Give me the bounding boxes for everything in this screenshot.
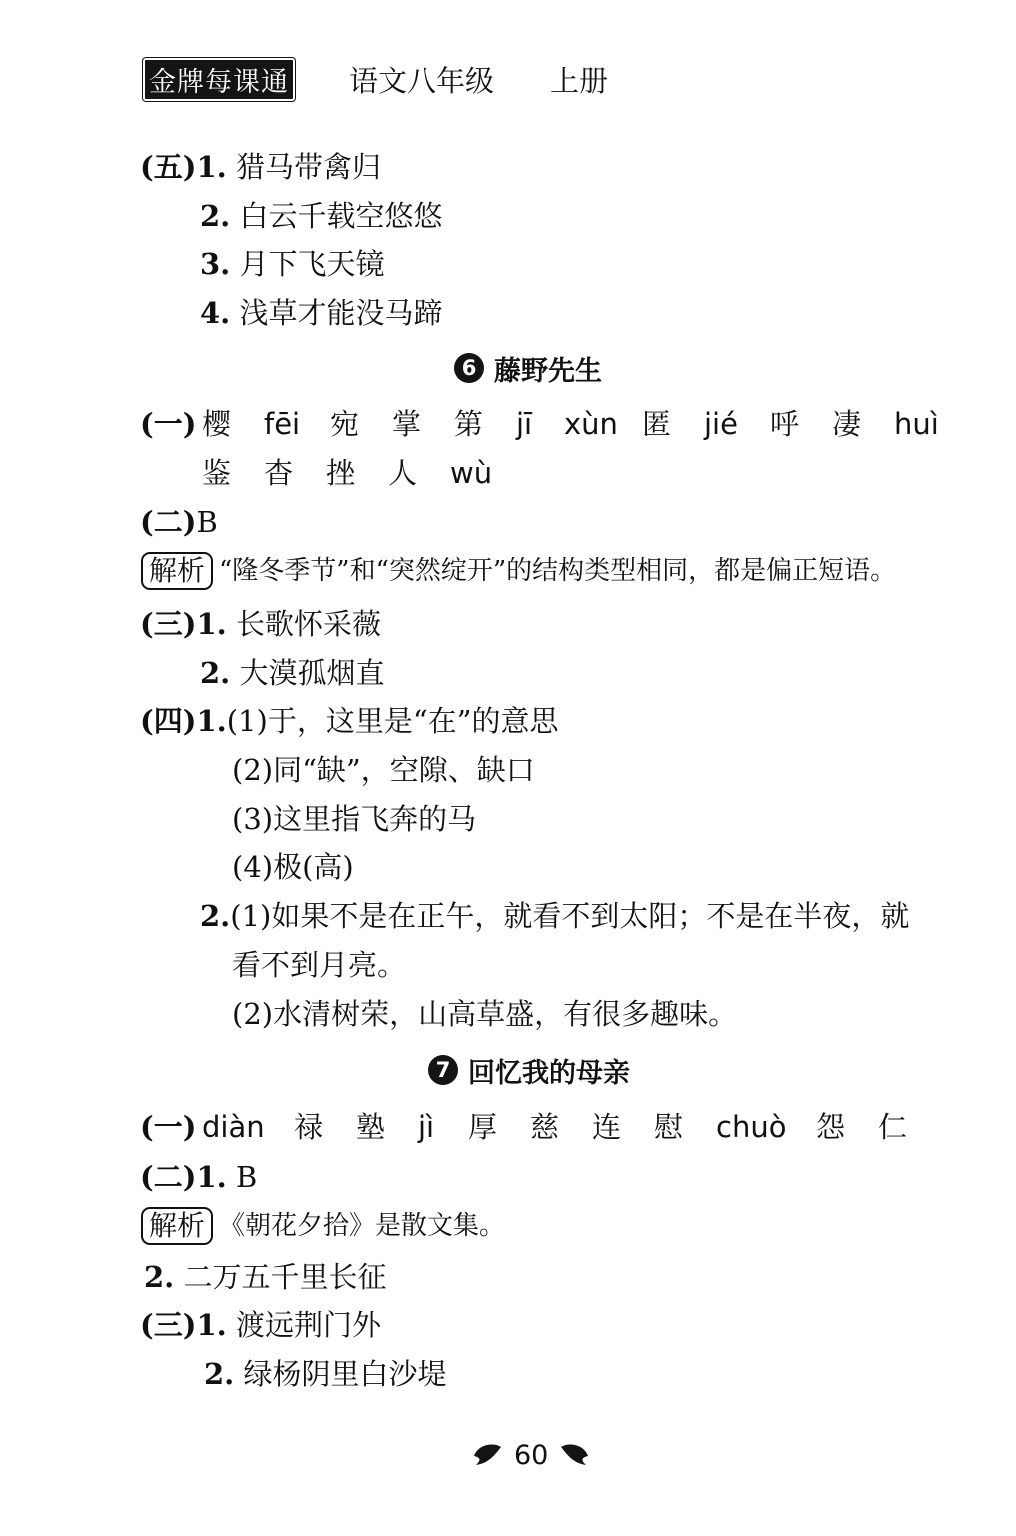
- leaf-ornament-icon: [470, 1441, 504, 1471]
- lesson-number-badge: 6: [454, 353, 484, 383]
- item-number: 1.: [196, 150, 227, 184]
- page-header: [143, 58, 608, 100]
- answer-line: [200, 244, 385, 284]
- section-label: (五): [140, 150, 197, 184]
- token: 禄: [294, 1110, 324, 1144]
- page-number: 60: [514, 1440, 549, 1471]
- pinyin-token: jī: [516, 407, 533, 441]
- answer-text: (1)如果不是在正午，就看不到太阳；不是在半夜，就: [230, 899, 910, 933]
- answer-text: (3)这里指飞奔的马: [232, 802, 477, 836]
- answer-text: 白云千载空悠悠: [239, 199, 443, 233]
- pinyin-token: jì: [418, 1110, 435, 1144]
- token: 人: [388, 456, 418, 490]
- pinyin-token: jié: [704, 407, 738, 441]
- token: 呼: [770, 407, 800, 441]
- answer-line: [144, 1257, 387, 1297]
- section-label: (一): [140, 407, 197, 441]
- answer-text: 浅草才能没马蹄: [239, 296, 443, 330]
- item-number: 4.: [200, 296, 231, 330]
- pinyin-token: diàn: [202, 1110, 265, 1144]
- token: 鉴: [202, 456, 232, 490]
- lesson-title-text: 藤野先生: [494, 355, 602, 387]
- pinyin-token: huì: [894, 407, 939, 441]
- token: 第: [454, 407, 484, 441]
- answer-line: [140, 701, 558, 741]
- item-number: 2.: [200, 899, 231, 933]
- answer-line: [232, 945, 406, 985]
- item-number: 1.: [196, 704, 227, 738]
- token: 匿: [642, 407, 672, 441]
- answer-line: [140, 404, 944, 444]
- token: 连: [592, 1110, 622, 1144]
- answer-text: 看不到月亮。: [232, 948, 407, 982]
- answer-line: [232, 799, 476, 839]
- token: 凄: [832, 407, 862, 441]
- section-label: (二): [140, 1160, 197, 1194]
- pinyin-token: fēi: [264, 407, 301, 441]
- token: 怨: [816, 1110, 846, 1144]
- lesson-title-text: 回忆我的母亲: [468, 1057, 630, 1089]
- analysis-line: [141, 551, 896, 591]
- lesson-number-badge: 7: [428, 1055, 458, 1085]
- answer-line: [204, 1354, 447, 1394]
- section-label: (三): [140, 1308, 197, 1342]
- book-volume: 上册: [550, 63, 609, 98]
- answer-line: [232, 750, 535, 790]
- token: 掌: [392, 407, 422, 441]
- token: 厚: [468, 1110, 498, 1144]
- token: 杳: [264, 456, 294, 490]
- brand-logo: 金牌每课通: [143, 58, 295, 101]
- answer-text: 大漠孤烟直: [239, 656, 385, 690]
- token: 塾: [356, 1110, 386, 1144]
- answer-text: (1)于，这里是“在”的意思: [226, 704, 559, 738]
- analysis-text: “隆冬季节”和“突然绽开”的结构类型相同，都是偏正短语。: [219, 556, 897, 586]
- answer-text: (2)水清树荣，山高草盛，有很多趣味。: [232, 997, 738, 1031]
- section-label: (二): [140, 505, 197, 539]
- item-number: 2.: [144, 1260, 175, 1294]
- answer-line: [140, 502, 218, 542]
- token-row: [202, 404, 944, 444]
- analysis-text: 《朝花夕拾》是散文集。: [219, 1211, 506, 1241]
- analysis-label: 解析: [141, 552, 213, 590]
- section-label: (三): [140, 607, 197, 641]
- answer-text: (2)同“缺”，空隙、缺口: [232, 753, 535, 787]
- answer-text: 绿杨阴里白沙堤: [243, 1357, 447, 1391]
- lesson-title: [454, 348, 602, 388]
- section-label: (四): [140, 704, 197, 738]
- answer-line: [200, 293, 443, 333]
- token: 仁: [878, 1110, 908, 1144]
- section-label: (一): [140, 1110, 197, 1144]
- answer-line: [232, 847, 354, 887]
- answer-line: [200, 196, 443, 236]
- item-number: 1.: [196, 1308, 227, 1342]
- answer-text: 二万五千里长征: [183, 1260, 387, 1294]
- answer-text: 猎马带禽归: [235, 150, 381, 184]
- answer-line: [140, 1305, 381, 1345]
- analysis-label: 解析: [141, 1207, 213, 1245]
- item-number: 3.: [200, 247, 231, 281]
- answer-line: [200, 653, 385, 693]
- token-row: [202, 1107, 918, 1147]
- token: 挫: [326, 456, 356, 490]
- answer-line: [232, 994, 737, 1034]
- answer-text: 长歌怀采薇: [235, 607, 381, 641]
- pinyin-token: xùn: [564, 407, 618, 441]
- token: 宛: [330, 407, 360, 441]
- answer-line: [140, 604, 381, 644]
- analysis-line: [141, 1206, 505, 1246]
- answer-line: [140, 147, 381, 187]
- answer-line: [140, 1107, 918, 1147]
- token: 慰: [654, 1110, 684, 1144]
- token: 慈: [530, 1110, 560, 1144]
- pinyin-token: chuò: [716, 1110, 787, 1144]
- page-footer: [470, 1440, 592, 1471]
- answer-text: 渡远荆门外: [235, 1308, 381, 1342]
- answer-line: [140, 1157, 257, 1197]
- item-number: 2.: [200, 199, 231, 233]
- answer-text: B: [235, 1160, 258, 1194]
- token: 樱: [202, 407, 232, 441]
- pinyin-token: wù: [450, 456, 493, 490]
- answer-line: [200, 896, 909, 936]
- item-number: 2.: [204, 1357, 235, 1391]
- lesson-title: [428, 1050, 630, 1090]
- item-number: 2.: [200, 656, 231, 690]
- answer-text: B: [196, 505, 218, 539]
- item-number: 1.: [196, 607, 227, 641]
- answer-text: 月下飞天镜: [239, 247, 385, 281]
- book-grade: 语文八年级: [349, 63, 495, 98]
- item-number: 1.: [196, 1160, 227, 1194]
- leaf-ornament-icon: [558, 1441, 592, 1471]
- token-row: [202, 453, 500, 493]
- answer-text: (4)极(高): [232, 850, 354, 884]
